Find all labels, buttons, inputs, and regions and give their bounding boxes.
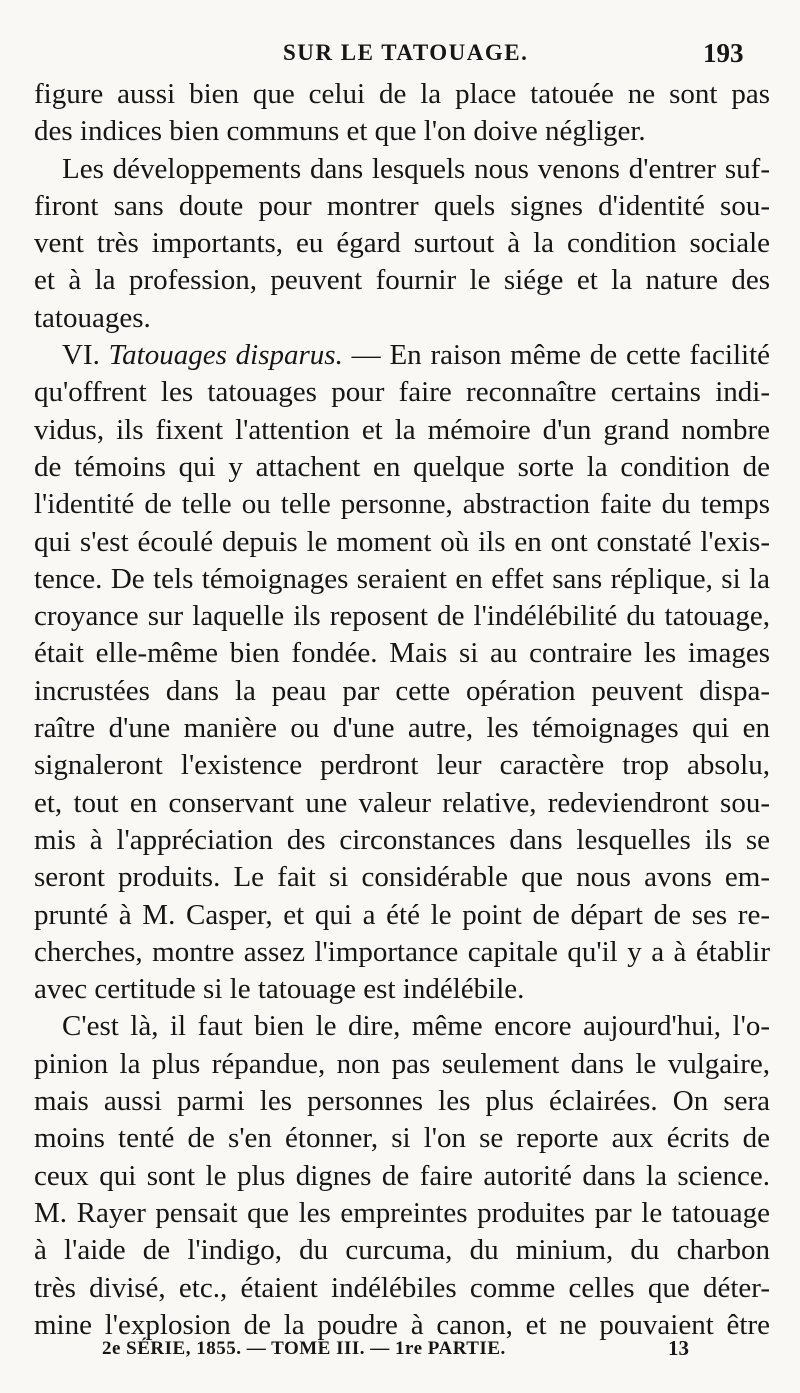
text-line: de témoins qui y attachent en quelque sorte la condition de [34,450,770,483]
section-label: VI. [62,339,100,372]
section-title: Tatouages disparus. [108,339,343,372]
series-line: 2e SÉRIE, 1855. — TOME III. — 1re PARTIE. [102,1338,506,1359]
text-line: qui s'est écoulé depuis le moment où ils en ont constaté l'exis- [34,525,770,558]
text-line: seront produits. Le fait si considérable que nous avons em- [34,861,770,894]
text-line: raître d'une manière ou d'une autre, les témoignages qui en [34,712,770,745]
page-header [0,30,800,80]
text-line: mine l'explosion de la poudre à canon, et ne pouvaient être [34,1308,770,1341]
text-line: Les développements dans lesquels nous venons d'entrer suf- [62,152,770,185]
text-line: mis à l'appréciation des circonstances dans lesquelles ils se [34,823,770,856]
text-line: qu'offrent les tatouages pour faire reconnaître certains indi- [34,376,770,409]
text-line: mais aussi parmi les personnes les plus éclairées. On sera [34,1085,770,1118]
text-line: vent très importants, eu égard surtout à la condition sociale [34,227,770,260]
page-number: 193 [703,38,744,68]
text-line: cherches, montre assez l'importance capitale qu'il y a à établir [34,935,770,968]
page-footer [0,1336,800,1376]
paragraph [34,1008,770,1344]
text-line: était elle-même bien fondée. Mais si au contraire les images [34,637,770,670]
text-line: et à la profession, peuvent fournir le siége et la nature des [34,264,770,297]
paragraph [34,76,770,151]
text-line: croyance sur laquelle ils reposent de l'indélébilité du tatouage, [34,600,770,633]
text-line: avec certitude si le tatouage est indélébile. [34,973,525,1006]
text-line: des indices bien communs et que l'on doive négliger. [34,115,646,148]
text-line: pinion la plus répandue, non pas seulement dans le vulgaire, [34,1047,770,1080]
body-text [34,76,770,1344]
text-line: figure aussi bien que celui de la place tatouée ne sont pas [34,78,770,110]
text-line: à l'aide de l'indigo, du curcuma, du minium, du charbon [34,1234,770,1267]
text-line: C'est là, il faut bien le dire, même encore aujourd'hui, l'o- [62,1010,770,1043]
paragraph [34,151,770,337]
text-line: signaleront l'existence perdront leur caractère trop absolu, [34,749,770,782]
text-line: M. Rayer pensait que les empreintes produites par le tatouage [34,1196,770,1229]
text-line: incrustées dans la peau par cette opération peuvent dispa- [34,674,770,707]
text-line: vidus, ils fixent l'attention et la mémoire d'un grand nombre [34,413,770,446]
text-line: tence. De tels témoignages seraient en effet sans réplique, si la [34,562,770,595]
text-line: très divisé, etc., étaient indélébiles comme celles que déter- [34,1271,770,1304]
section-first-line-rest: — En raison même de cette facilité [351,339,770,372]
section-vi-paragraph [34,337,770,1008]
text-line: ceux qui sont le plus dignes de faire autorité dans la science. [34,1159,770,1192]
text-line: l'identité de telle ou telle personne, abstraction faite du temps [34,488,770,521]
text-line: moins tenté de s'en étonner, si l'on se reporte aux écrits de [34,1122,770,1155]
text-line: firont sans doute pour montrer quels signes d'identité sou- [34,189,770,222]
running-title: SUR LE TATOUAGE. [283,40,529,65]
section-heading-line [34,337,770,374]
text-line: tatouages. [34,301,151,334]
text-line: et, tout en conservant une valeur relative, redeviendront sou- [34,786,770,819]
signature-mark: 13 [668,1336,689,1360]
text-line: prunté à M. Casper, et qui a été le point de départ de ses re- [34,898,770,931]
